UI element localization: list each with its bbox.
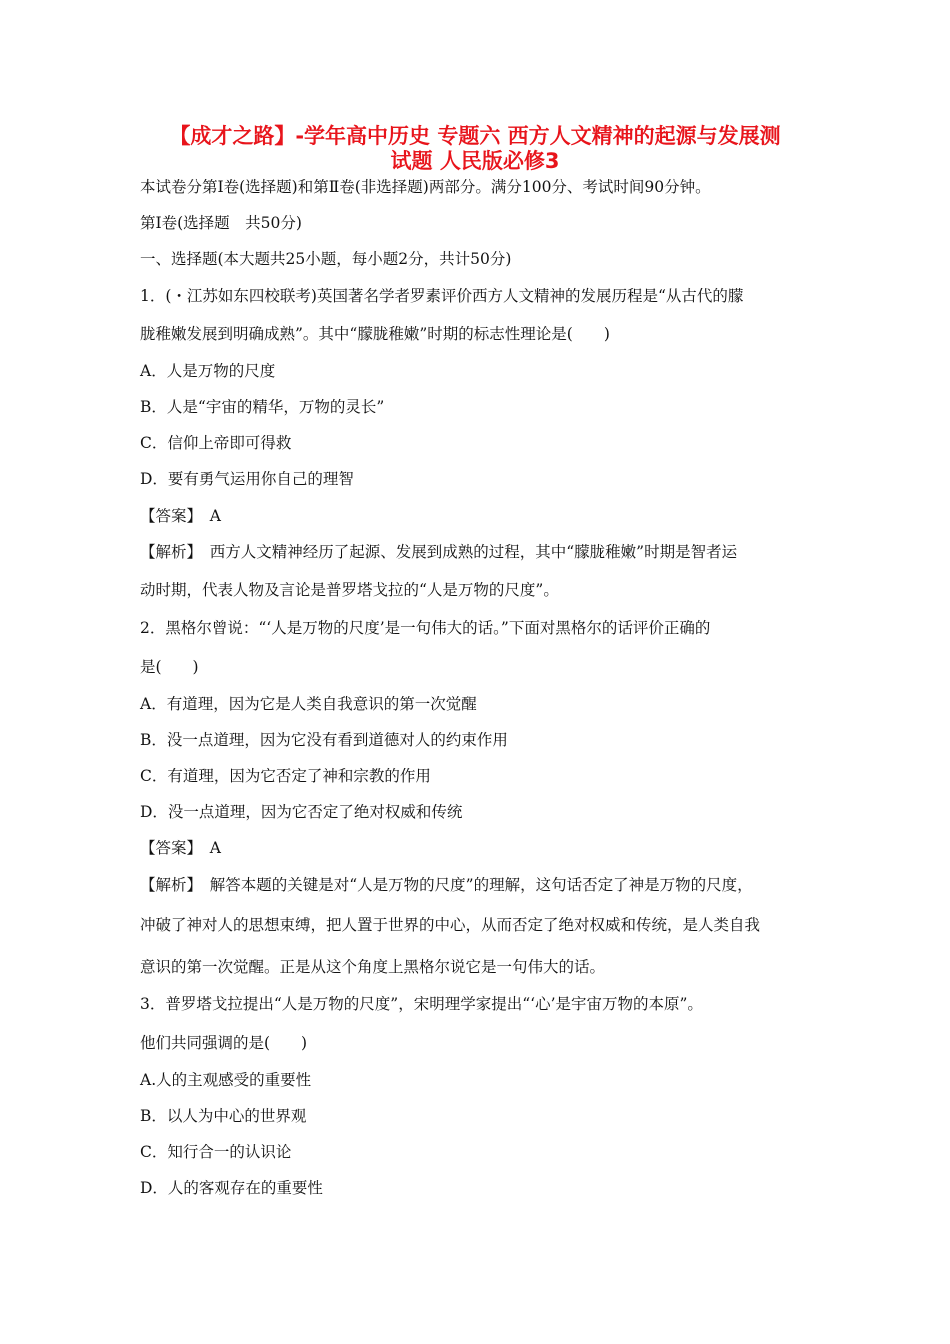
q2-answer: 【答案】 A — [140, 839, 221, 857]
q2-explanation-line3: 意识的第一次觉醒。正是从这个角度上黑格尔说它是一句伟大的话。 — [140, 958, 606, 976]
q1-option-d: D．要有勇气运用你自己的理智 — [140, 470, 354, 488]
q1-stem-line1: 1．(・江苏如东四校联考)英国著名学者罗素评价西方人文精神的发展历程是“从古代的朦 — [140, 287, 744, 305]
q1-answer: 【答案】 A — [140, 507, 221, 525]
document-title-line1: 【成才之路】-学年高中历史 专题六 西方人文精神的起源与发展测 — [169, 124, 781, 148]
q2-stem-line2: 是( ) — [140, 658, 199, 676]
document-title-line2: 试题 人民版必修3 — [390, 149, 560, 173]
q2-stem-line1: 2．黑格尔曾说：“‘人是万物的尺度’是一句伟大的话。”下面对黑格尔的话评价正确的 — [140, 619, 711, 637]
q2-explanation-line2: 冲破了神对人的思想束缚，把人置于世界的中心，从而否定了绝对权威和传统，是人类自我 — [140, 916, 761, 934]
q2-option-c: C．有道理，因为它否定了神和宗教的作用 — [140, 767, 431, 785]
q3-option-a: A.人的主观感受的重要性 — [140, 1071, 312, 1089]
q2-option-d: D．没一点道理，因为它否定了绝对权威和传统 — [140, 803, 463, 821]
q1-option-c: C．信仰上帝即可得救 — [140, 434, 292, 452]
exam-intro: 本试卷分第Ⅰ卷(选择题)和第Ⅱ卷(非选择题)两部分。满分100分、考试时间90分钟。 — [140, 178, 711, 196]
q1-explanation-line2: 动时期，代表人物及言论是普罗塔戈拉的“人是万物的尺度”。 — [140, 581, 559, 599]
q1-explanation-line1: 【解析】 西方人文精神经历了起源、发展到成熟的过程，其中“朦胧稚嫩”时期是智者运 — [140, 543, 738, 561]
q1-option-b: B．人是“宇宙的精华，万物的灵长” — [140, 398, 385, 416]
q2-option-a: A．有道理，因为它是人类自我意识的第一次觉醒 — [140, 695, 477, 713]
q2-explanation-line1: 【解析】 解答本题的关键是对“人是万物的尺度”的理解，这句话否定了神是万物的尺度， — [140, 876, 753, 894]
q1-stem-line2: 胧稚嫩发展到明确成熟”。其中“朦胧稚嫩”时期的标志性理论是( ) — [140, 325, 610, 343]
q3-option-d: D．人的客观存在的重要性 — [140, 1179, 323, 1197]
q3-stem-line1: 3．普罗塔戈拉提出“人是万物的尺度”，宋明理学家提出“‘心’是宇宙万物的本原”。 — [140, 995, 703, 1013]
section-heading: 一、选择题(本大题共25小题，每小题2分，共计50分) — [140, 250, 512, 268]
q2-option-b: B．没一点道理，因为它没有看到道德对人的约束作用 — [140, 731, 508, 749]
part-heading: 第Ⅰ卷(选择题 共50分) — [140, 214, 302, 232]
q3-stem-line2: 他们共同强调的是( ) — [140, 1034, 308, 1052]
q3-option-c: C．知行合一的认识论 — [140, 1143, 292, 1161]
q1-option-a: A．人是万物的尺度 — [140, 362, 276, 380]
q3-option-b: B．以人为中心的世界观 — [140, 1107, 307, 1125]
